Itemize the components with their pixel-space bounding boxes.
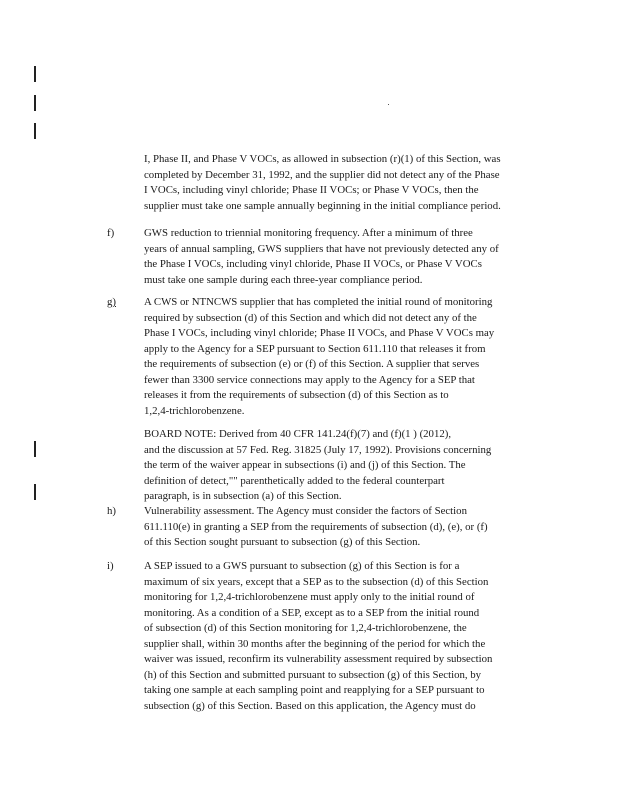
subsection-f-paragraph xyxy=(144,226,544,288)
text-line: Phase I VOCs, including vinyl chloride; Phase II VOCs, and Phase V VOCs may xyxy=(144,327,495,339)
text-line: of this Section sought pursuant to subsection (g) of this Section. xyxy=(144,536,421,548)
subsection-label-g: g) xyxy=(107,296,116,308)
text-line: Vulnerability assessment. The Agency must consider the factors of Section xyxy=(144,505,467,517)
text-line: the requirements of subsection (e) or (f) of this Section. A supplier that serves xyxy=(144,358,480,370)
speck xyxy=(388,104,389,105)
board-note-paragraph xyxy=(144,427,544,505)
text-line: 1,2,4-trichlorobenzene. xyxy=(144,404,245,417)
change-bar xyxy=(34,484,36,500)
text-line: the term of the waiver appear in subsections (i) and (j) of this Section. The xyxy=(144,459,466,471)
text-line: years of annual sampling, GWS suppliers that have not previously detected any of xyxy=(144,242,499,255)
text-line: must take one sample during each three-year compliance period. xyxy=(144,273,423,286)
text-line: supplier shall, within 30 months after the beginning of the period for which the xyxy=(144,637,486,650)
text-line: maximum of six years, except that a SEP as to the subsection (d) of this Section xyxy=(144,575,489,588)
text-line: monitoring for 1,2,4-trichlorobenzene must apply only to the initial round of xyxy=(144,591,475,603)
text-line: (h) of this Section and submitted pursuant to subsection (g) of this Section, by xyxy=(144,668,482,681)
change-bar xyxy=(34,441,36,457)
continuation-paragraph xyxy=(144,152,544,214)
text-line: and the discussion at 57 Fed. Reg. 31825 (July 17, 1992). Provisions concerning xyxy=(144,443,492,456)
text-line: supplier must take one sample annually beginning in the initial compliance period. xyxy=(144,199,501,212)
text-line: BOARD NOTE: Derived from 40 CFR 141.24(f)(7) and (f)(1 ) (2012), xyxy=(144,428,452,440)
subsection-label-h: h) xyxy=(107,505,116,517)
change-bar xyxy=(34,95,36,111)
subsection-label-f: f) xyxy=(107,227,115,239)
text-line: taking one sample at each sampling point and reapplying for a SEP pursuant to xyxy=(144,684,485,696)
text-line: releases it from the requirements of subsection (d) of this Section as to xyxy=(144,389,449,401)
text-line: I, Phase II, and Phase V VOCs, as allowed in subsection (r)(1) of this Section, was xyxy=(144,153,501,165)
text-line: definition of detect,"" parenthetically added to the federal counterpart xyxy=(144,474,445,487)
subsection-h-paragraph xyxy=(144,504,544,551)
text-line: monitoring. As a condition of a SEP, except as to a SEP from the initial round xyxy=(144,606,480,619)
text-line: I VOCs, including vinyl chloride; Phase II VOCs; or Phase V VOCs, then the xyxy=(144,184,479,196)
text-line: apply to the Agency for a SEP pursuant to Section 611.110 that releases it from xyxy=(144,342,486,355)
text-line: of subsection (d) of this Section monitoring for 1,2,4-trichlorobenzene, the xyxy=(144,622,467,634)
text-line: the Phase I VOCs, including vinyl chloride, Phase II VOCs, or Phase V VOCs xyxy=(144,258,482,270)
text-line: paragraph, is in subsection (a) of this Section. xyxy=(144,490,342,502)
text-line: A CWS or NTNCWS supplier that has completed the initial round of monitoring xyxy=(144,296,493,308)
text-line: subsection (g) of this Section. Based on this application, the Agency must do xyxy=(144,699,476,712)
subsection-label-i: i) xyxy=(107,560,114,572)
text-line: GWS reduction to triennial monitoring frequency. After a minimum of three xyxy=(144,227,473,239)
text-line: required by subsection (d) of this Section and which did not detect any of the xyxy=(144,311,477,324)
change-bar xyxy=(34,123,36,139)
text-line: A SEP issued to a GWS pursuant to subsection (g) of this Section is for a xyxy=(144,560,460,572)
subsection-g-paragraph xyxy=(144,295,544,419)
change-bar xyxy=(34,66,36,82)
text-line: fewer than 3300 service connections may apply to the Agency for a SEP that xyxy=(144,373,475,386)
text-line: completed by December 31, 1992, and the supplier did not detect any of the Phase xyxy=(144,168,500,181)
subsection-i-paragraph xyxy=(144,559,544,714)
text-line: waiver was issued, reconfirm its vulnerability assessment required by subsection xyxy=(144,653,493,665)
text-line: 611.110(e) in granting a SEP from the requirements of subsection (d), (e), or (f) xyxy=(144,520,488,533)
